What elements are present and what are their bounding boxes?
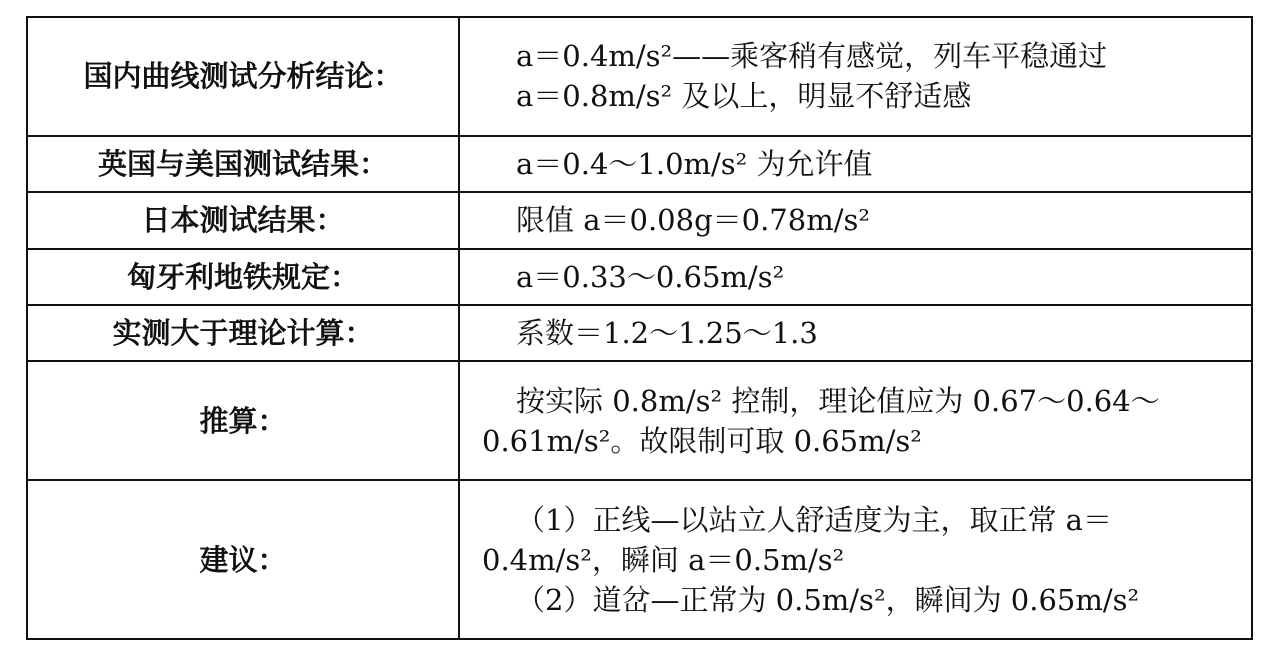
document-table-wrapper [26,16,1253,640]
row-label: 建议： [27,480,459,639]
row-label: 实测大于理论计算： [27,305,459,361]
value-line: a＝0.4～1.0m/s² 为允许值 [516,147,873,182]
table-row [27,305,1252,361]
table-row [27,17,1252,136]
curve-acceleration-table [26,16,1253,640]
row-value [459,249,1252,305]
value-line: 系数＝1.2～1.25～1.3 [516,316,818,351]
value-line: a＝0.4m/s²——乘客稍有感觉，列车平稳通过 [516,39,1108,74]
row-value [459,136,1252,192]
row-label: 英国与美国测试结果： [27,136,459,192]
row-label: 国内曲线测试分析结论： [27,17,459,136]
table-row [27,136,1252,192]
value-line: 限值 a＝0.08g＝0.78m/s² [516,203,870,238]
row-label: 推算： [27,361,459,480]
row-label: 日本测试结果： [27,192,459,248]
table-row [27,480,1252,639]
row-value [459,192,1252,248]
table-row [27,192,1252,248]
value-line: （2）道岔—正常为 0.5m/s²，瞬间为 0.65m/s² [516,582,1140,617]
row-value [459,361,1252,480]
row-value [459,17,1252,136]
value-line: 按实际 0.8m/s² 控制，理论值应为 0.67～0.64～ [516,383,1160,418]
table-row [27,361,1252,480]
value-line: a＝0.33～0.65m/s² [516,259,785,294]
value-line: （1）正线—以站立人舒适度为主，取正常 a＝ [516,502,1112,537]
row-label: 匈牙利地铁规定： [27,249,459,305]
table-row [27,249,1252,305]
value-line: 0.4m/s²，瞬间 a＝0.5m/s² [482,542,845,577]
value-line: a＝0.8m/s² 及以上，明显不舒适感 [516,79,972,114]
row-value [459,305,1252,361]
value-line: 0.61m/s²。故限制可取 0.65m/s² [482,423,922,458]
row-value [459,480,1252,639]
